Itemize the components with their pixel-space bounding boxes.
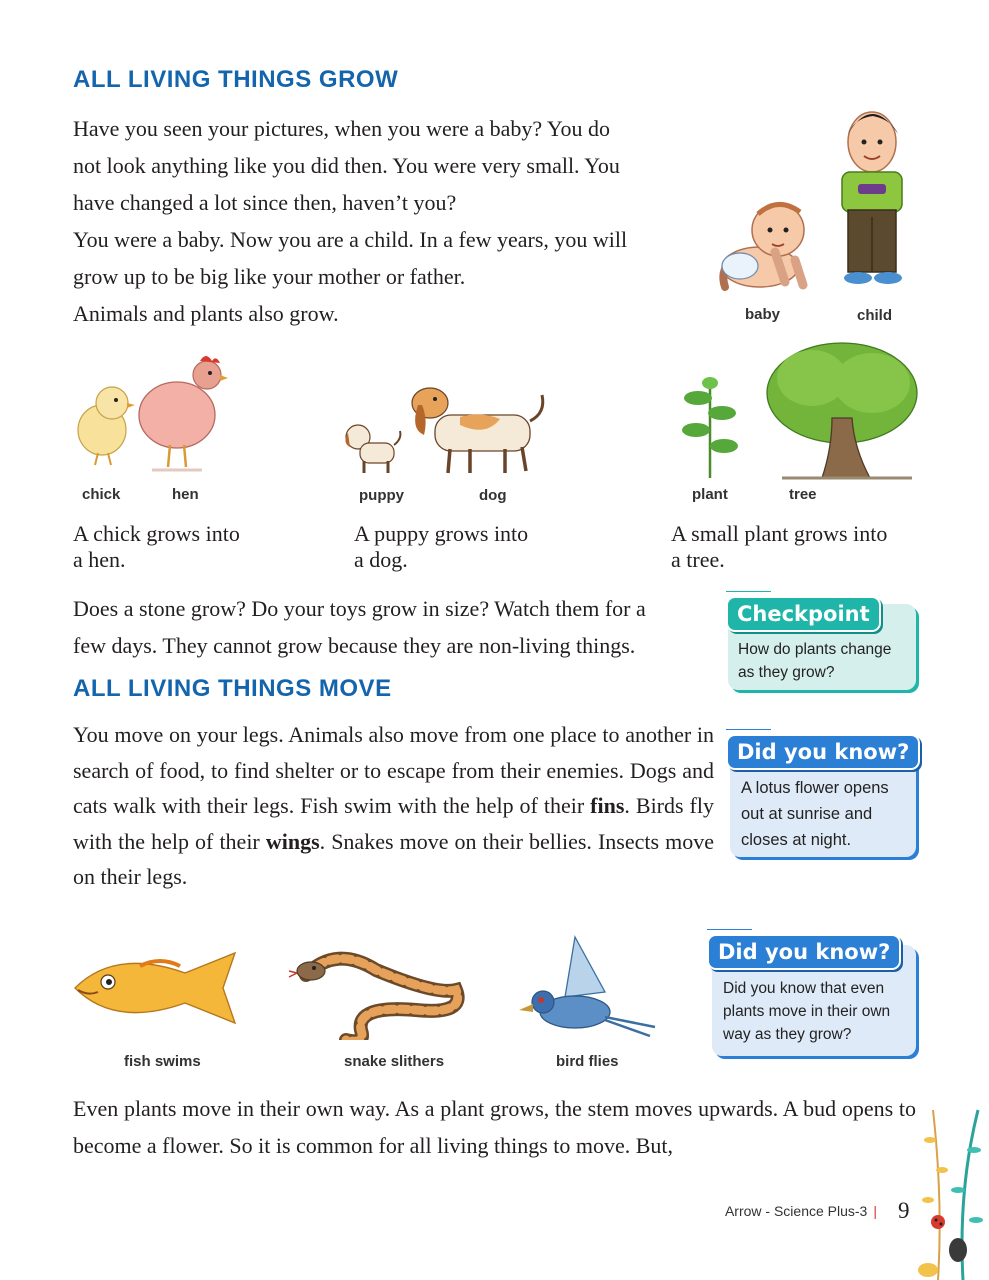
- plant-figure: [682, 377, 738, 478]
- grow-line: Animals and plants also grow.: [73, 301, 339, 326]
- bird-illustration: [515, 932, 665, 1047]
- didyouknow-title-text: Did you know?: [718, 940, 891, 964]
- ladybug-icon: [931, 1215, 945, 1229]
- move-paragraph: [73, 717, 714, 895]
- page-number: 9: [898, 1198, 910, 1223]
- snake-illustration: [286, 945, 466, 1040]
- beetle-icon: [949, 1238, 967, 1262]
- label-dog: dog: [479, 487, 507, 504]
- grow-line: not look anything like you did then. You were very small. You: [73, 153, 620, 178]
- puppy-figure: [345, 425, 400, 473]
- stone-line: Does a stone grow? Do your toys grow in size? Watch them for a: [73, 596, 646, 621]
- section-heading-grow: ALL LIVING THINGS GROW: [73, 66, 399, 93]
- move-text: . Snakes move on their bellies. Insects move on their legs.: [73, 828, 714, 889]
- title-decoration: [707, 929, 752, 933]
- grow-line: have changed a lot since then, haven’t you?: [73, 190, 457, 215]
- didyouknow-title-text: Did you know?: [737, 740, 910, 764]
- label-chick: chick: [82, 486, 121, 503]
- didyouknow-title-1: [726, 734, 920, 770]
- baby-figure: [722, 204, 804, 287]
- stone-line: few days. They cannot grow because they are non-living things.: [73, 633, 636, 658]
- caption-chick-hen: [73, 521, 240, 573]
- puppy-dog-illustration: [340, 375, 550, 480]
- term-wings: wings: [265, 828, 320, 854]
- didyouknow-plants-text: Did you know that even plants move in their own way as they grow?: [723, 980, 891, 1043]
- closing-paragraph: Even plants move in their own way. As a plant grows, the stem moves upwards. A bud opens to become a flower. So it is common for all living things to move. But,: [73, 1096, 916, 1158]
- stone-paragraph: [73, 590, 713, 664]
- decorative-plants-illustration: [918, 1100, 989, 1280]
- footer-divider: |: [873, 1203, 877, 1219]
- dog-figure: [412, 388, 543, 473]
- move-text: You move on your legs. Animals also move from one place to another in search of food, to find shelter or to escape from their enemies. Dogs and cats walk with their legs. Fish swim with the help of their: [73, 722, 714, 818]
- label-plant: plant: [692, 486, 728, 503]
- label-snake: snake slithers: [344, 1053, 445, 1070]
- label-hen: hen: [172, 486, 199, 503]
- caption-plant-tree: [671, 521, 887, 573]
- plant-tree-illustration: [672, 338, 922, 483]
- term-fins: fins: [590, 793, 625, 818]
- checkpoint-title-text: Checkpoint: [737, 602, 870, 626]
- caption-line: a hen.: [73, 547, 126, 572]
- label-puppy: puppy: [359, 487, 404, 504]
- grow-line: Have you seen your pictures, when you were a baby? You do: [73, 116, 611, 141]
- fish-illustration: [70, 948, 245, 1026]
- caption-line: A small plant grows into: [671, 521, 888, 546]
- checkpoint-title: [726, 596, 881, 632]
- caption-line: A puppy grows into: [354, 521, 529, 546]
- label-bird: bird flies: [556, 1053, 619, 1070]
- child-figure: [842, 112, 902, 284]
- footer-book-title: [725, 1203, 877, 1219]
- label-baby: baby: [745, 306, 781, 323]
- section-heading-move: ALL LIVING THINGS MOVE: [73, 675, 392, 702]
- move-text: . Birds fly with the help of their: [73, 793, 714, 854]
- caption-line: A chick grows into: [73, 521, 240, 546]
- didyouknow-title-2: [707, 934, 901, 970]
- chick-hen-illustration: [72, 345, 232, 475]
- chick-figure: [78, 387, 135, 465]
- label-fish: fish swims: [124, 1053, 201, 1070]
- book-title: Arrow - Science Plus-3: [724, 1203, 868, 1219]
- title-decoration: [726, 591, 771, 595]
- caption-line: a dog.: [354, 547, 408, 572]
- hen-figure: [139, 356, 228, 470]
- grow-line: You were a baby. Now you are a child. In a few years, you will: [73, 227, 628, 252]
- checkpoint-text: How do plants change as they grow?: [738, 641, 892, 681]
- grow-line: grow up to be big like your mother or father.: [73, 264, 466, 289]
- didyouknow-lotus-text: A lotus flower opens out at sunrise and closes at night.: [741, 779, 889, 849]
- tree-figure: [767, 343, 917, 478]
- caption-puppy-dog: [354, 521, 528, 573]
- title-decoration: [726, 729, 771, 733]
- label-tree: tree: [789, 486, 817, 503]
- baby-child-illustration: [700, 102, 920, 302]
- caption-line: a tree.: [671, 547, 725, 572]
- label-child: child: [857, 307, 893, 324]
- grow-paragraph: [73, 110, 693, 332]
